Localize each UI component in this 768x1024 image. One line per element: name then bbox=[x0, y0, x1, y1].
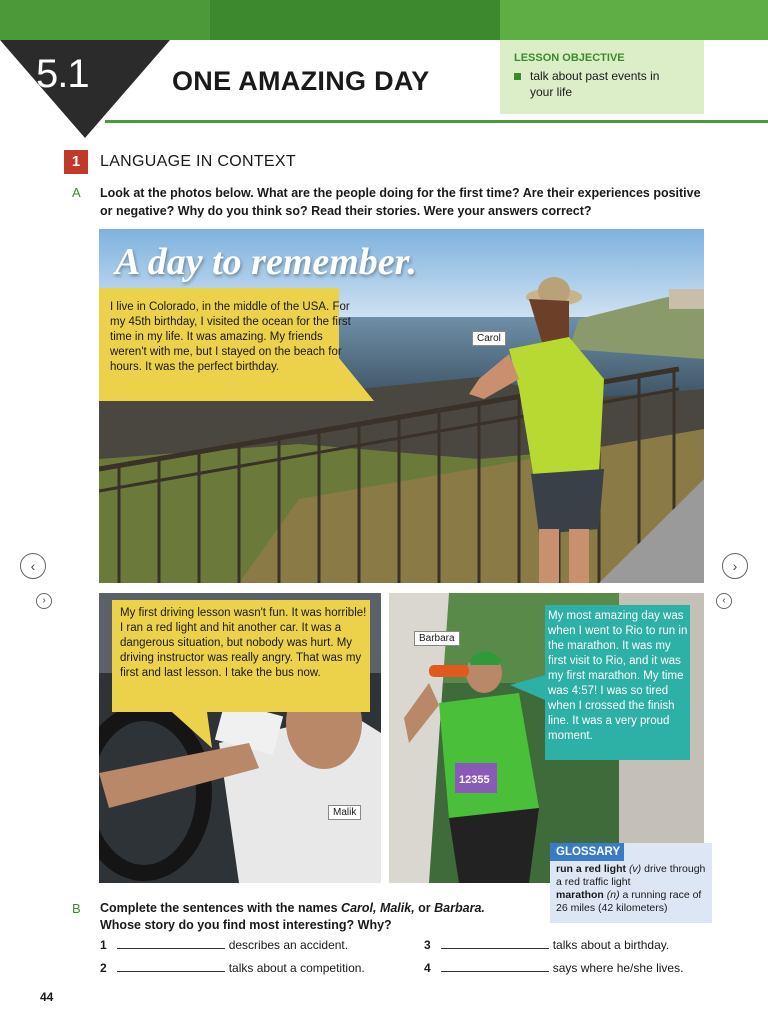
exercise-b-item bbox=[100, 961, 365, 975]
exercise-b-letter: B bbox=[72, 901, 81, 916]
glossary-pos-1: (v) bbox=[628, 863, 642, 875]
answer-blank-3[interactable] bbox=[441, 948, 549, 949]
item-text: says where he/she lives. bbox=[552, 961, 684, 975]
item-number: 4 bbox=[424, 961, 431, 975]
exercise-b-or: or bbox=[418, 901, 431, 915]
header-band-light bbox=[500, 0, 768, 40]
glossary-entries bbox=[556, 863, 710, 915]
name-tag-malik: Malik bbox=[328, 805, 361, 820]
item-text: describes an accident. bbox=[228, 938, 349, 952]
bullet-icon bbox=[514, 73, 521, 80]
divider bbox=[105, 120, 768, 123]
answer-blank-2[interactable] bbox=[117, 971, 225, 972]
item-text: talks about a birthday. bbox=[552, 938, 670, 952]
exercise-b-item bbox=[100, 938, 348, 952]
exercise-b-item bbox=[424, 961, 683, 975]
item-text: talks about a competition. bbox=[228, 961, 365, 975]
next-page-button[interactable]: › bbox=[722, 553, 748, 579]
glossary-entry-2 bbox=[556, 889, 710, 915]
carol-story: I live in Colorado, in the middle of the USA. For my 45th birthday, I visited the ocean for the first time in my life. It was amazing. My friends weren't with me, but I stayed on the beach for hours. It was the perfect birthday. bbox=[110, 301, 351, 373]
exercise-b-names: Carol, Malik, bbox=[341, 901, 415, 915]
header-band-dark bbox=[210, 0, 500, 40]
next-small-button[interactable]: › bbox=[36, 593, 52, 609]
item-number: 1 bbox=[100, 938, 107, 952]
race-bib: 12355 bbox=[459, 774, 490, 786]
glossary-term-2: marathon bbox=[556, 889, 604, 901]
name-tag-carol: Carol bbox=[472, 331, 506, 346]
prev-small-button[interactable]: ‹ bbox=[716, 593, 732, 609]
exercise-a-instructions: Look at the photos below. What are the people doing for the first time? Are their experiences positive or negative? Why do you think so? Read their stories. Were your answers correct? bbox=[100, 186, 701, 218]
exercise-b-question: Whose story do you find most interesting? Why? bbox=[100, 918, 392, 932]
objective-line-2: your life bbox=[530, 85, 573, 99]
item-number: 2 bbox=[100, 961, 107, 975]
name-tag-barbara: Barbara bbox=[414, 631, 460, 646]
answer-blank-1[interactable] bbox=[117, 948, 225, 949]
section-number: 1 bbox=[64, 150, 88, 174]
glossary-def-2: a running race of 26 miles (42 kilometers) bbox=[556, 889, 702, 914]
item-number: 3 bbox=[424, 938, 431, 952]
answer-blank-4[interactable] bbox=[441, 971, 549, 972]
lesson-objective-heading: LESSON OBJECTIVE bbox=[514, 52, 625, 64]
exercise-b-item bbox=[424, 938, 669, 952]
glossary-pos-2: (n) bbox=[606, 889, 620, 901]
glossary-def-1: drive through a red traffic light bbox=[556, 863, 706, 888]
lesson-title: ONE AMAZING DAY bbox=[172, 66, 430, 96]
headline: A day to remember. bbox=[115, 241, 417, 283]
exercise-a-letter: A bbox=[72, 185, 81, 200]
glossary-entry-1 bbox=[556, 863, 710, 889]
barbara-story: My most amazing day was when I went to Rio to run in the marathon. It was my first visit to Rio, and it was my first marathon. My time was 4:57! I was so tired when I crossed the finish line. It was a very proud moment. bbox=[548, 610, 688, 742]
exercise-b-intro: Complete the sentences with the names bbox=[100, 901, 338, 915]
exercise-b-instructions bbox=[100, 900, 520, 934]
objective-line-1: talk about past events in bbox=[530, 69, 660, 83]
lesson-objective-text bbox=[530, 68, 690, 100]
exercise-b-last-name: Barbara. bbox=[434, 901, 485, 915]
unit-number: 5.1 bbox=[36, 52, 89, 96]
prev-page-button[interactable]: ‹ bbox=[20, 553, 46, 579]
section-title: LANGUAGE IN CONTEXT bbox=[100, 153, 296, 170]
malik-story: My first driving lesson wasn't fun. It was horrible! I ran a red light and hit another car. It was a dangerous situation, but nobody was hurt. My driving instructor was really angry. That was my first and last lesson. I take the bus now. bbox=[120, 607, 367, 679]
glossary-term-1: run a red light bbox=[556, 863, 627, 875]
page-number: 44 bbox=[40, 990, 54, 1004]
glossary-heading: GLOSSARY bbox=[550, 843, 624, 861]
